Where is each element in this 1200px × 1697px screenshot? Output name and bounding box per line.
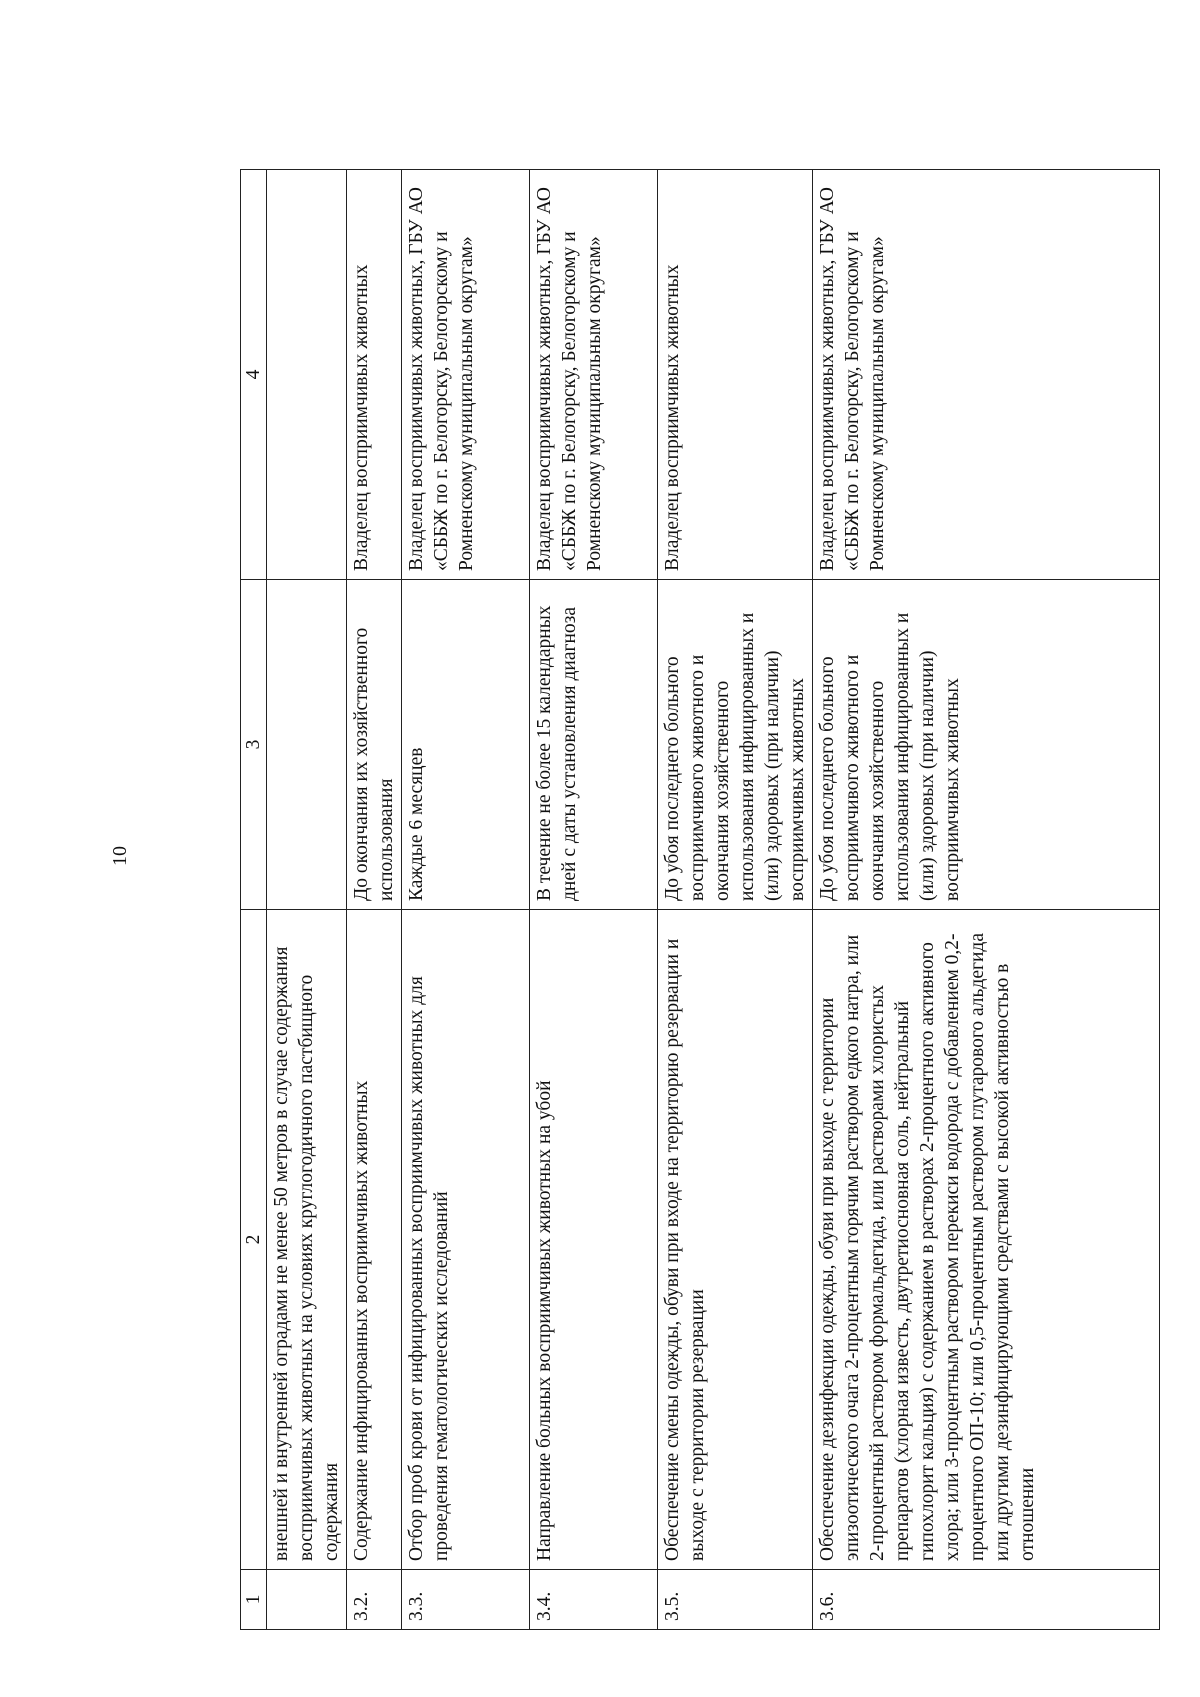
table-row bbox=[402, 170, 530, 1630]
row-number: 3.4. bbox=[530, 1570, 658, 1630]
measures-table bbox=[240, 169, 1160, 1630]
header-col-4: 4 bbox=[241, 170, 267, 580]
row-action: Направление больных восприимчивых животных на убой bbox=[530, 910, 658, 1570]
row-responsible: Владелец восприимчивых животных, ГБУ АО «СББЖ по г. Белогорску, Белогорскому и Ромненскому муниципальным округам» bbox=[530, 170, 658, 580]
row-term: Каждые 6 месяцев bbox=[402, 580, 530, 910]
page-number: 10 bbox=[109, 846, 131, 866]
row-number: 3.3. bbox=[402, 1570, 530, 1630]
row-responsible bbox=[267, 170, 347, 580]
row-action: Обеспечение смены одежды, обуви при входе на территорию резервации и выходе с территории резервации bbox=[658, 910, 813, 1570]
row-action: внешней и внутренней оградами не менее 50 метров в случае содержания восприимчивых животных на условиях круглогодичного пастбищного содержания bbox=[267, 910, 347, 1570]
row-action: Содержание инфицированных восприимчивых животных bbox=[347, 910, 402, 1570]
row-responsible: Владелец восприимчивых животных bbox=[658, 170, 813, 580]
row-number: 3.5. bbox=[658, 1570, 813, 1630]
row-term: В течение не более 15 календарных дней с даты установления диагноза bbox=[530, 580, 658, 910]
table-row bbox=[267, 170, 347, 1630]
row-number bbox=[267, 1570, 347, 1630]
table-row bbox=[530, 170, 658, 1630]
row-term bbox=[267, 580, 347, 910]
row-action: Обеспечение дезинфекции одежды, обуви при выходе с территории эпизоотического очага 2-процентным горячим раствором едкого натра, или 2-процентный раствором формальдегида, или растворами хлористых препаратов (хлорная известь, двутретиосновная соль, нейтральный гипохлорит кальция) с содержанием в растворах 2-процентного активного хлора; или 3-процентным раствором перекиси водорода с добавлением 0,2-процентного ОП-10; или 0,5-процентным раствором глутарового альдегида или другими дезинфицирующими средствами с высокой активностью в отношении bbox=[813, 910, 1160, 1570]
table-header-row bbox=[241, 170, 267, 1630]
row-number: 3.2. bbox=[347, 1570, 402, 1630]
table-row bbox=[658, 170, 813, 1630]
row-responsible: Владелец восприимчивых животных, ГБУ АО «СББЖ по г. Белогорску, Белогорскому и Ромненскому муниципальным округам» bbox=[813, 170, 1160, 580]
header-col-2: 2 bbox=[241, 910, 267, 1570]
rotated-table-container bbox=[240, 170, 1160, 1630]
table-row bbox=[813, 170, 1160, 1630]
row-term: До убоя последнего больного восприимчивого животного и окончания хозяйственного использования инфицированных и (или) здоровых (при наличии) восприимчивых животных bbox=[813, 580, 1160, 910]
row-responsible: Владелец восприимчивых животных bbox=[347, 170, 402, 580]
row-term: До окончания их хозяйственного использования bbox=[347, 580, 402, 910]
header-col-1: 1 bbox=[241, 1570, 267, 1630]
row-term: До убоя последнего больного восприимчивого животного и окончания хозяйственного использования инфицированных и (или) здоровых (при наличии) восприимчивых животных bbox=[658, 580, 813, 910]
row-responsible: Владелец восприимчивых животных, ГБУ АО «СББЖ по г. Белогорску, Белогорскому и Ромненскому муниципальным округам» bbox=[402, 170, 530, 580]
row-action: Отбор проб крови от инфицированных восприимчивых животных для проведения гематологических исследований bbox=[402, 910, 530, 1570]
row-number: 3.6. bbox=[813, 1570, 1160, 1630]
header-col-3: 3 bbox=[241, 580, 267, 910]
table-row bbox=[347, 170, 402, 1630]
